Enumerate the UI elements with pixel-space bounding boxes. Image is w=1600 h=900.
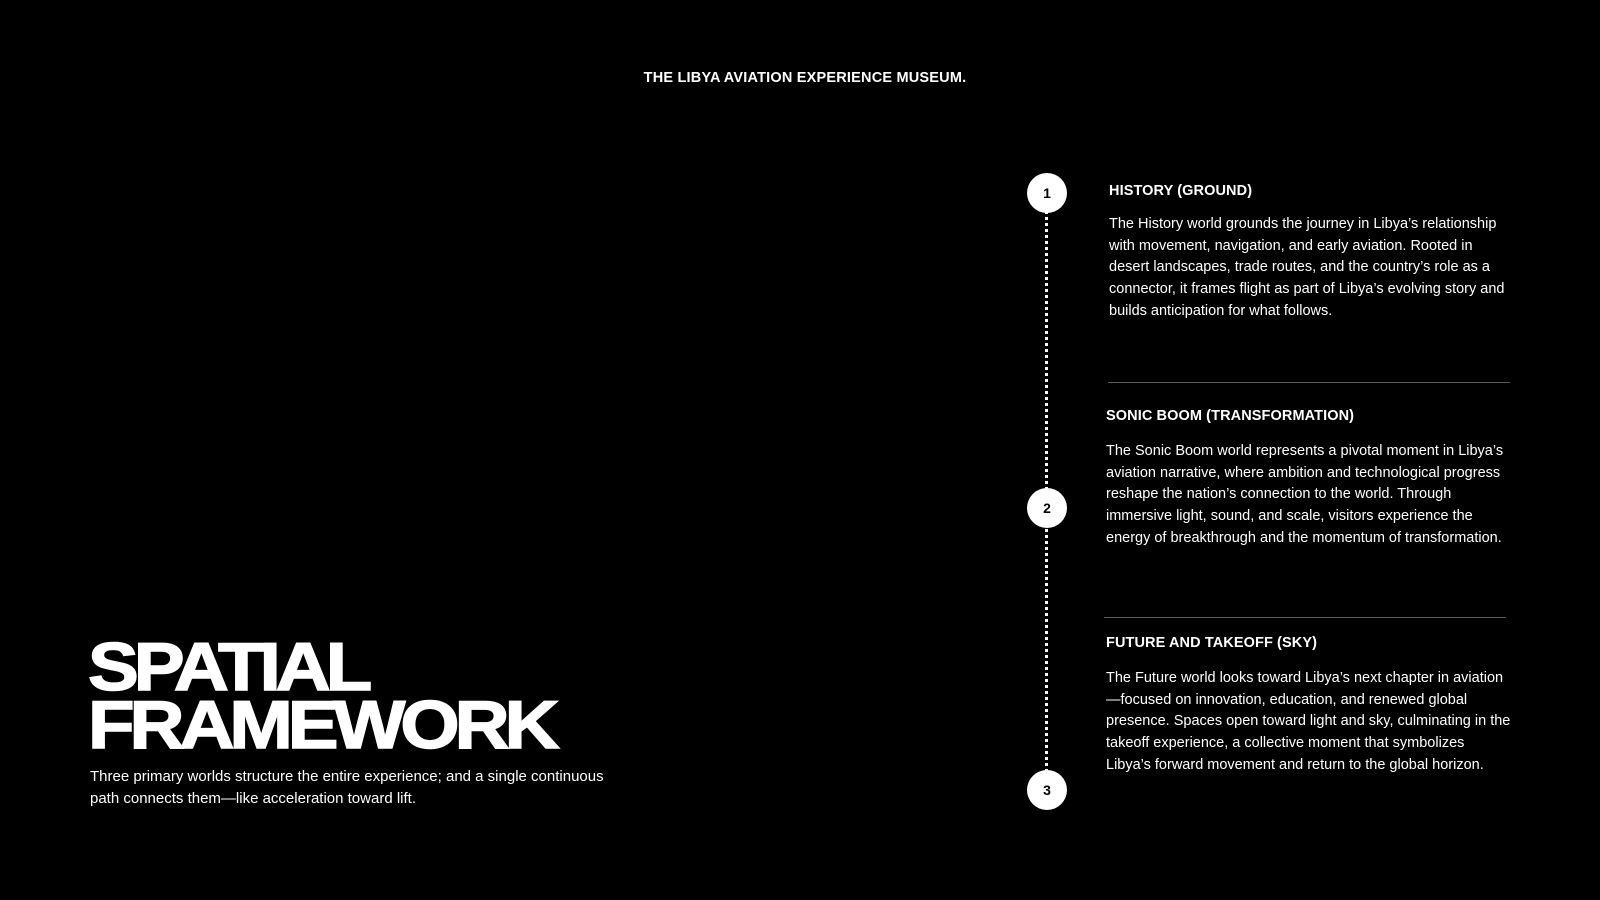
section-future <box>1106 635 1511 777</box>
museum-title: THE LIBYA AVIATION EXPERIENCE MUSEUM. <box>643 70 967 86</box>
intro-text: Three primary worlds structure the entire experience; and a single continuous path connects them—like acceleration toward lift. <box>90 768 604 807</box>
section-history <box>1109 183 1514 323</box>
step-1-marker: 1 <box>1027 173 1067 213</box>
page-title-line-1: SPATIAL <box>88 629 368 705</box>
page-title <box>88 629 555 763</box>
section-divider-1 <box>1108 382 1510 383</box>
section-history-title: HISTORY (GROUND) <box>1109 183 1253 199</box>
section-sonic-boom-body: The Sonic Boom world represents a pivotal moment in Libya’s aviation narrative, where ambition and technological progress reshape the nation’s connection to the world. Through immersive light, sound, and scale, visitors experience the energy of breakthrough and the momentum of transformation. <box>1106 443 1504 546</box>
section-future-title: FUTURE AND TAKEOFF (SKY) <box>1106 635 1318 651</box>
section-sonic-boom <box>1106 408 1511 550</box>
section-sonic-boom-title: SONIC BOOM (TRANSFORMATION) <box>1106 408 1355 424</box>
section-divider-2 <box>1104 617 1506 618</box>
page-title-line-2: FRAMEWORK <box>88 687 555 763</box>
section-history-body: The History world grounds the journey in Libya’s relationship with movement, navigation, and early aviation. Rooted in desert landscapes, trade routes, and the country’s role as a connector, it frames flight as part of Libya’s evolving story and builds anticipation for what follows. <box>1109 216 1505 319</box>
step-3-marker: 3 <box>1027 770 1067 810</box>
step-2-marker: 2 <box>1027 488 1067 528</box>
section-future-body: The Future world looks toward Libya’s next chapter in aviation—focused on innovation, education, and renewed global presence. Spaces open toward light and sky, culminating in the takeoff experience, a collective moment that symbolizes Libya’s forward movement and return to the global horizon. <box>1106 670 1511 773</box>
